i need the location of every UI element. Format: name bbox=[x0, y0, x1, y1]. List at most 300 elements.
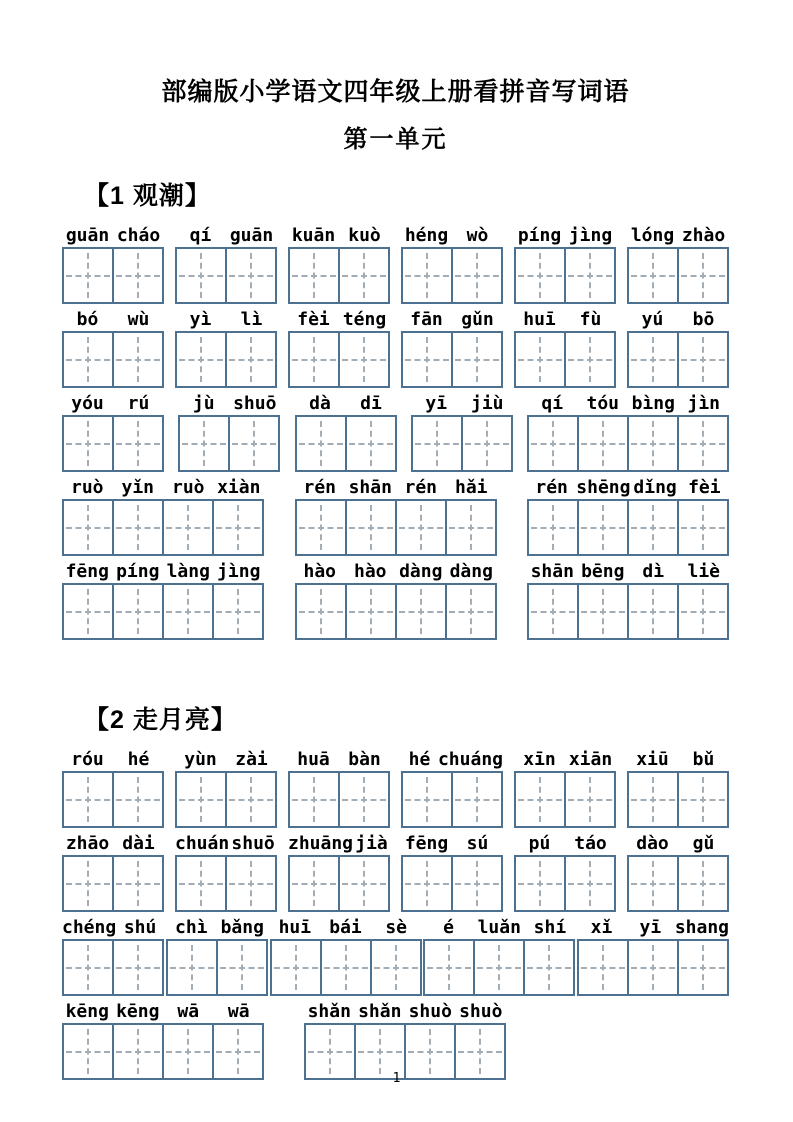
writing-cell bbox=[677, 499, 729, 556]
pinyin-label bbox=[401, 307, 503, 330]
pinyin-syllable: dàng bbox=[399, 561, 443, 582]
writing-cell bbox=[212, 499, 264, 556]
writing-cell bbox=[225, 855, 277, 912]
word-block bbox=[62, 475, 264, 556]
pinyin-syllable: shǎn bbox=[358, 1001, 402, 1022]
pinyin-label bbox=[288, 307, 390, 330]
writing-grid bbox=[62, 247, 164, 304]
pinyin-syllable: jù bbox=[192, 393, 215, 414]
writing-cell bbox=[401, 855, 453, 912]
pinyin-syllable: ruò bbox=[70, 477, 104, 498]
pinyin-syllable: hǎi bbox=[454, 477, 488, 498]
writing-cell bbox=[62, 499, 114, 556]
pinyin-syllable: yī bbox=[639, 917, 662, 938]
writing-cell bbox=[175, 331, 227, 388]
pinyin-syllable: shǎn bbox=[307, 1001, 351, 1022]
writing-cell bbox=[514, 331, 566, 388]
writing-grid bbox=[401, 855, 503, 912]
writing-cell bbox=[514, 771, 566, 828]
writing-cell bbox=[564, 771, 616, 828]
writing-cell bbox=[523, 939, 575, 996]
writing-grid bbox=[627, 331, 729, 388]
word-block bbox=[527, 559, 729, 640]
pinyin-syllable: qí bbox=[189, 225, 212, 246]
pinyin-syllable: shang bbox=[674, 917, 729, 938]
pinyin-syllable: chuán bbox=[175, 833, 230, 854]
pinyin-label bbox=[577, 915, 729, 938]
pinyin-syllable: fēng bbox=[404, 833, 449, 854]
pinyin-syllable: zài bbox=[235, 749, 268, 770]
lesson-section bbox=[62, 700, 729, 1080]
writing-grid bbox=[514, 331, 616, 388]
writing-cell bbox=[627, 583, 679, 640]
pinyin-label bbox=[401, 747, 503, 770]
writing-cell bbox=[112, 855, 164, 912]
pinyin-label bbox=[178, 391, 280, 414]
word-block bbox=[401, 307, 503, 388]
writing-cell bbox=[338, 247, 390, 304]
pinyin-syllable: bó bbox=[76, 309, 99, 330]
writing-cell bbox=[677, 855, 729, 912]
pinyin-syllable: yùn bbox=[184, 749, 217, 770]
pinyin-label bbox=[401, 223, 503, 246]
writing-cell bbox=[423, 939, 475, 996]
writing-cell bbox=[401, 771, 453, 828]
pinyin-syllable: dì bbox=[642, 561, 665, 582]
writing-cell bbox=[514, 855, 566, 912]
word-block bbox=[527, 475, 729, 556]
writing-cell bbox=[577, 499, 629, 556]
pinyin-syllable: jiù bbox=[470, 393, 504, 414]
writing-cell bbox=[112, 939, 164, 996]
pinyin-syllable: lì bbox=[240, 309, 263, 330]
pinyin-syllable: lóng bbox=[630, 225, 675, 246]
word-block bbox=[62, 999, 264, 1080]
writing-cell bbox=[175, 771, 227, 828]
word-block bbox=[288, 307, 390, 388]
pinyin-syllable: róu bbox=[71, 749, 104, 770]
pinyin-syllable: tóu bbox=[586, 393, 619, 414]
pinyin-syllable: chuáng bbox=[437, 749, 503, 770]
pinyin-syllable: dà bbox=[309, 393, 331, 414]
pinyin-syllable: guān bbox=[65, 225, 110, 246]
word-block bbox=[288, 747, 390, 828]
writing-grid bbox=[295, 583, 497, 640]
word-block bbox=[627, 747, 729, 828]
pinyin-label bbox=[175, 747, 277, 770]
pinyin-label bbox=[288, 223, 390, 246]
word-block bbox=[62, 559, 264, 640]
writing-grid bbox=[401, 331, 503, 388]
writing-cell bbox=[320, 939, 372, 996]
pinyin-syllable: zhào bbox=[681, 225, 726, 246]
pinyin-syllable: táo bbox=[574, 833, 607, 854]
pinyin-syllable: yóu bbox=[71, 393, 104, 414]
writing-cell bbox=[677, 771, 729, 828]
pinyin-label bbox=[175, 831, 277, 854]
writing-grid bbox=[288, 331, 390, 388]
word-block bbox=[178, 391, 280, 472]
writing-cell bbox=[564, 247, 616, 304]
writing-cell bbox=[577, 939, 629, 996]
pinyin-syllable: fēng bbox=[65, 561, 109, 582]
sections-container bbox=[62, 176, 729, 1080]
pinyin-syllable: kēng bbox=[116, 1001, 160, 1022]
pinyin-syllable: gǔn bbox=[461, 309, 494, 330]
writing-grid bbox=[288, 771, 390, 828]
pinyin-syllable: hé bbox=[408, 749, 431, 770]
word-block bbox=[627, 831, 729, 912]
writing-grid bbox=[62, 499, 264, 556]
pinyin-label bbox=[295, 559, 497, 582]
writing-cell bbox=[338, 771, 390, 828]
word-block bbox=[514, 831, 616, 912]
pinyin-syllable: zhuāng bbox=[288, 833, 354, 854]
word-block bbox=[295, 559, 497, 640]
pinyin-syllable: héng bbox=[404, 225, 449, 246]
writing-grid bbox=[62, 583, 264, 640]
pinyin-syllable: rú bbox=[127, 393, 150, 414]
writing-grid bbox=[62, 855, 164, 912]
writing-cell bbox=[370, 939, 422, 996]
pinyin-label bbox=[423, 915, 575, 938]
word-row bbox=[62, 559, 729, 640]
word-block bbox=[175, 831, 277, 912]
word-block bbox=[514, 307, 616, 388]
pinyin-syllable: jìng bbox=[568, 225, 613, 246]
pinyin-label bbox=[62, 559, 264, 582]
pinyin-syllable: dǐng bbox=[633, 477, 677, 498]
writing-cell bbox=[175, 247, 227, 304]
writing-grid bbox=[62, 771, 164, 828]
writing-cell bbox=[162, 499, 214, 556]
word-block bbox=[62, 747, 164, 828]
writing-grid bbox=[627, 771, 729, 828]
writing-grid bbox=[175, 855, 277, 912]
pinyin-syllable: làng bbox=[166, 561, 210, 582]
word-block bbox=[270, 915, 422, 996]
word-block bbox=[401, 831, 503, 912]
writing-cell bbox=[451, 855, 503, 912]
pinyin-syllable: dàng bbox=[449, 561, 493, 582]
pinyin-syllable: xǐ bbox=[590, 917, 613, 938]
pinyin-syllable: chéng bbox=[62, 917, 117, 938]
pinyin-syllable: sè bbox=[385, 917, 408, 938]
writing-grid bbox=[178, 415, 280, 472]
writing-cell bbox=[112, 771, 164, 828]
pinyin-syllable: kuān bbox=[291, 225, 336, 246]
writing-cell bbox=[62, 855, 114, 912]
pinyin-syllable: wò bbox=[466, 225, 489, 246]
writing-cell bbox=[527, 499, 579, 556]
word-block bbox=[577, 915, 729, 996]
pinyin-syllable: huī bbox=[523, 309, 556, 330]
pinyin-label bbox=[304, 999, 506, 1022]
pinyin-syllable: shēng bbox=[576, 477, 631, 498]
pinyin-syllable: fèi bbox=[688, 477, 721, 498]
word-block bbox=[514, 223, 616, 304]
word-block bbox=[62, 915, 164, 996]
word-block bbox=[411, 391, 513, 472]
pinyin-syllable: é bbox=[443, 917, 454, 938]
writing-grid bbox=[527, 499, 729, 556]
writing-cell bbox=[338, 331, 390, 388]
writing-cell bbox=[677, 415, 729, 472]
writing-cell bbox=[473, 939, 525, 996]
writing-grid bbox=[62, 415, 164, 472]
pinyin-syllable: guān bbox=[229, 225, 274, 246]
pinyin-syllable: rén bbox=[303, 477, 336, 498]
writing-cell bbox=[62, 247, 114, 304]
pinyin-label bbox=[514, 223, 616, 246]
writing-cell bbox=[225, 247, 277, 304]
pinyin-syllable: jìn bbox=[687, 393, 720, 414]
writing-cell bbox=[288, 331, 340, 388]
writing-grid bbox=[270, 939, 422, 996]
pinyin-syllable: yǐn bbox=[121, 477, 154, 498]
writing-cell bbox=[451, 247, 503, 304]
word-block bbox=[175, 223, 277, 304]
pinyin-syllable: dài bbox=[122, 833, 155, 854]
pinyin-label bbox=[527, 559, 729, 582]
pinyin-label bbox=[62, 391, 164, 414]
word-block bbox=[288, 831, 390, 912]
writing-cell bbox=[225, 771, 277, 828]
pinyin-syllable: fèi bbox=[297, 309, 330, 330]
word-block bbox=[62, 391, 164, 472]
pinyin-label bbox=[175, 307, 277, 330]
writing-cell bbox=[627, 855, 679, 912]
writing-cell bbox=[178, 415, 230, 472]
writing-cell bbox=[627, 939, 679, 996]
pinyin-syllable: shuò bbox=[459, 1001, 503, 1022]
pinyin-syllable: kēng bbox=[65, 1001, 109, 1022]
writing-grid bbox=[295, 499, 497, 556]
pinyin-syllable: bìng bbox=[631, 393, 675, 414]
word-block bbox=[175, 307, 277, 388]
pinyin-syllable: huā bbox=[297, 749, 330, 770]
writing-cell bbox=[225, 331, 277, 388]
writing-grid bbox=[401, 771, 503, 828]
pinyin-syllable: hào bbox=[303, 561, 336, 582]
writing-grid bbox=[288, 855, 390, 912]
pinyin-label bbox=[62, 999, 264, 1022]
page-number: 1 bbox=[392, 1071, 401, 1086]
writing-cell bbox=[564, 855, 616, 912]
writing-cell bbox=[295, 583, 347, 640]
pinyin-syllable: shí bbox=[533, 917, 567, 938]
pinyin-syllable: cháo bbox=[116, 225, 161, 246]
writing-cell bbox=[627, 415, 679, 472]
pinyin-syllable: wù bbox=[127, 309, 150, 330]
word-block bbox=[166, 915, 268, 996]
pinyin-syllable: yú bbox=[641, 309, 664, 330]
pinyin-syllable: fù bbox=[579, 309, 602, 330]
word-block bbox=[62, 831, 164, 912]
word-row bbox=[62, 475, 729, 556]
pinyin-syllable: bàn bbox=[348, 749, 381, 770]
writing-cell bbox=[216, 939, 268, 996]
pinyin-label bbox=[288, 831, 390, 854]
pinyin-label bbox=[62, 307, 164, 330]
writing-cell bbox=[395, 583, 447, 640]
pinyin-syllable: bēng bbox=[581, 561, 625, 582]
pinyin-syllable: liè bbox=[687, 561, 720, 582]
word-block bbox=[401, 223, 503, 304]
pinyin-syllable: xiàn bbox=[217, 477, 261, 498]
pinyin-label bbox=[627, 831, 729, 854]
word-block bbox=[288, 223, 390, 304]
writing-cell bbox=[345, 415, 397, 472]
writing-cell bbox=[514, 247, 566, 304]
word-row bbox=[62, 915, 729, 996]
writing-cell bbox=[288, 247, 340, 304]
writing-cell bbox=[445, 583, 497, 640]
pinyin-label bbox=[627, 307, 729, 330]
writing-cell bbox=[345, 583, 397, 640]
writing-cell bbox=[411, 415, 463, 472]
writing-cell bbox=[627, 771, 679, 828]
pinyin-label bbox=[527, 475, 729, 498]
writing-cell bbox=[112, 331, 164, 388]
writing-cell bbox=[112, 583, 164, 640]
writing-cell bbox=[112, 415, 164, 472]
writing-cell bbox=[577, 415, 629, 472]
word-block bbox=[304, 999, 506, 1080]
pinyin-label bbox=[62, 747, 164, 770]
pinyin-syllable: shān bbox=[530, 561, 574, 582]
writing-grid bbox=[514, 855, 616, 912]
writing-cell bbox=[338, 855, 390, 912]
writing-cell bbox=[288, 771, 340, 828]
writing-cell bbox=[451, 771, 503, 828]
pinyin-syllable: bō bbox=[692, 309, 715, 330]
writing-grid bbox=[627, 247, 729, 304]
pinyin-label bbox=[627, 223, 729, 246]
writing-cell bbox=[677, 331, 729, 388]
writing-cell bbox=[295, 415, 347, 472]
lesson-section bbox=[62, 176, 729, 640]
pinyin-syllable: shuō bbox=[231, 833, 275, 854]
pinyin-syllable: jià bbox=[355, 833, 388, 854]
word-block bbox=[175, 747, 277, 828]
writing-grid bbox=[166, 939, 268, 996]
writing-cell bbox=[62, 771, 114, 828]
word-block bbox=[514, 747, 616, 828]
writing-grid bbox=[423, 939, 575, 996]
writing-cell bbox=[527, 583, 579, 640]
writing-cell bbox=[62, 415, 114, 472]
pinyin-syllable: ruò bbox=[171, 477, 205, 498]
pinyin-label bbox=[295, 475, 497, 498]
pinyin-syllable: xiū bbox=[636, 749, 669, 770]
pinyin-syllable: rén bbox=[404, 477, 437, 498]
writing-grid bbox=[175, 331, 277, 388]
writing-cell bbox=[564, 331, 616, 388]
pinyin-label bbox=[166, 915, 268, 938]
page-title: 部编版小学语文四年级上册看拼音写词语 bbox=[161, 78, 630, 106]
writing-cell bbox=[527, 415, 579, 472]
writing-cell bbox=[627, 499, 679, 556]
pinyin-syllable: qí bbox=[541, 393, 564, 414]
pinyin-syllable: rén bbox=[535, 477, 568, 498]
writing-cell bbox=[162, 583, 214, 640]
pinyin-syllable: píng bbox=[517, 225, 562, 246]
writing-grid bbox=[62, 331, 164, 388]
pinyin-label bbox=[295, 391, 397, 414]
writing-cell bbox=[62, 583, 114, 640]
writing-grid bbox=[175, 247, 277, 304]
writing-grid bbox=[527, 415, 729, 472]
pinyin-label bbox=[514, 747, 616, 770]
writing-cell bbox=[228, 415, 280, 472]
pinyin-syllable: yī bbox=[425, 393, 448, 414]
pinyin-syllable: wā bbox=[177, 1001, 200, 1022]
word-row bbox=[62, 391, 729, 472]
word-block bbox=[627, 223, 729, 304]
word-block bbox=[527, 391, 729, 472]
pinyin-syllable: wā bbox=[227, 1001, 250, 1022]
pinyin-syllable: zhāo bbox=[65, 833, 110, 854]
pinyin-syllable: yì bbox=[189, 309, 212, 330]
word-block bbox=[62, 307, 164, 388]
pinyin-syllable: fān bbox=[410, 309, 443, 330]
writing-cell bbox=[627, 247, 679, 304]
unit-title: 第一单元 bbox=[343, 126, 448, 153]
writing-grid bbox=[514, 771, 616, 828]
pinyin-syllable: bǎng bbox=[220, 917, 264, 938]
writing-grid bbox=[62, 939, 164, 996]
pinyin-syllable: shān bbox=[348, 477, 392, 498]
word-block bbox=[295, 475, 497, 556]
pinyin-label bbox=[288, 747, 390, 770]
pinyin-syllable: pú bbox=[528, 833, 551, 854]
pinyin-syllable: kuò bbox=[348, 225, 381, 246]
pinyin-syllable: píng bbox=[116, 561, 160, 582]
writing-cell bbox=[451, 331, 503, 388]
word-row bbox=[62, 999, 729, 1080]
pinyin-label bbox=[270, 915, 422, 938]
writing-cell bbox=[62, 331, 114, 388]
word-block bbox=[423, 915, 575, 996]
pinyin-label bbox=[62, 475, 264, 498]
writing-cell bbox=[288, 855, 340, 912]
writing-grid bbox=[411, 415, 513, 472]
pinyin-syllable: bǔ bbox=[692, 749, 715, 770]
word-row bbox=[62, 831, 729, 912]
word-row bbox=[62, 747, 729, 828]
writing-cell bbox=[112, 499, 164, 556]
pinyin-syllable: téng bbox=[342, 309, 387, 330]
pinyin-label bbox=[514, 307, 616, 330]
pinyin-syllable: hào bbox=[353, 561, 387, 582]
writing-cell bbox=[677, 583, 729, 640]
pinyin-label bbox=[627, 747, 729, 770]
pinyin-syllable: bái bbox=[329, 917, 362, 938]
writing-grid bbox=[577, 939, 729, 996]
pinyin-label bbox=[62, 223, 164, 246]
pinyin-syllable: xīn bbox=[523, 749, 556, 770]
writing-grid bbox=[627, 855, 729, 912]
pinyin-label bbox=[62, 915, 164, 938]
writing-cell bbox=[295, 499, 347, 556]
writing-cell bbox=[677, 939, 729, 996]
writing-cell bbox=[112, 247, 164, 304]
section-heading: 【2 走月亮】 bbox=[84, 706, 237, 734]
pinyin-label bbox=[527, 391, 729, 414]
writing-grid bbox=[401, 247, 503, 304]
pinyin-syllable: jìng bbox=[217, 561, 261, 582]
